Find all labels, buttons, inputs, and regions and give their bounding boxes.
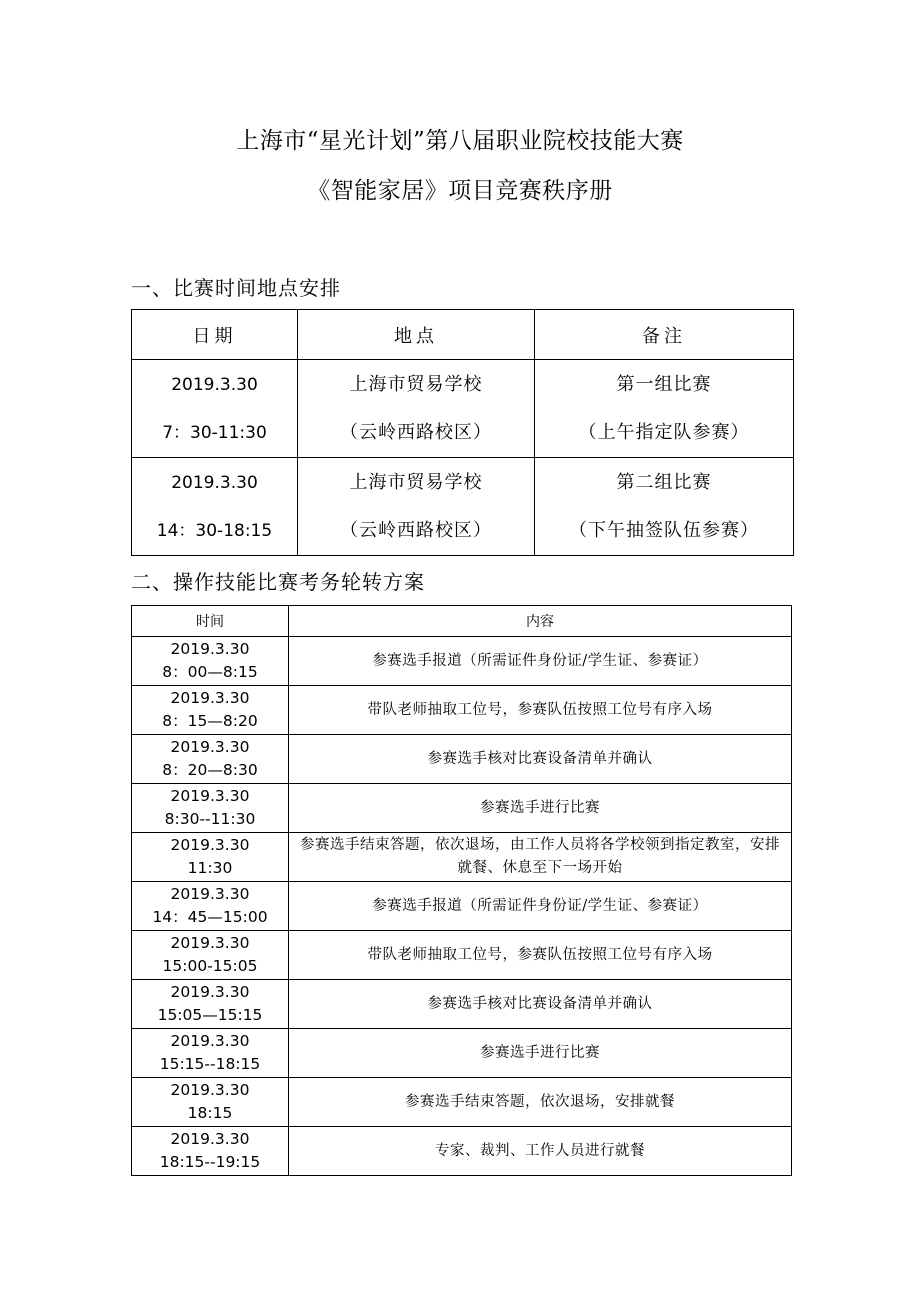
rotation-time-cell — [132, 1078, 289, 1127]
rotation-row — [132, 833, 792, 882]
rotation-time: 18:15--19:15 — [159, 1153, 261, 1171]
rotation-content: 参赛选手报道（所需证件身份证/学生证、参赛证） — [289, 637, 792, 686]
schedule-note: （上午指定队参赛） — [578, 421, 750, 443]
schedule-time: 7：30-11:30 — [162, 422, 267, 443]
rotation-time-cell — [132, 931, 289, 980]
rotation-time: 15:05—15:15 — [157, 1006, 263, 1024]
rotation-time-cell — [132, 686, 289, 735]
rotation-content: 参赛选手核对比赛设备清单并确认 — [289, 735, 792, 784]
rotation-time: 15:00-15:05 — [162, 957, 258, 975]
rotation-time-cell — [132, 735, 289, 784]
header-content: 内容 — [289, 606, 792, 637]
rotation-time: 14：45—15:00 — [152, 908, 268, 926]
rotation-row — [132, 686, 792, 735]
rotation-time: 18:15 — [187, 1104, 233, 1122]
rotation-time-cell — [132, 637, 289, 686]
rotation-content: 专家、裁判、工作人员进行就餐 — [289, 1127, 792, 1176]
rotation-date: 2019.3.30 — [170, 738, 250, 756]
schedule-place-cell — [298, 360, 535, 458]
schedule-group: 第二组比赛 — [616, 471, 712, 493]
rotation-row — [132, 1029, 792, 1078]
rotation-time-cell — [132, 784, 289, 833]
schedule-date-cell — [132, 458, 298, 556]
section2-heading: 二、操作技能比赛考务轮转方案 — [131, 570, 425, 594]
rotation-content: 带队老师抽取工位号，参赛队伍按照工位号有序入场 — [289, 931, 792, 980]
rotation-content: 带队老师抽取工位号，参赛队伍按照工位号有序入场 — [289, 686, 792, 735]
rotation-date: 2019.3.30 — [170, 1081, 250, 1099]
schedule-note: （下午抽签队伍参赛） — [569, 519, 759, 541]
schedule-place: 上海市贸易学校 — [349, 471, 483, 493]
header-date: 日期 — [132, 310, 298, 360]
rotation-time: 8：00—8:15 — [162, 663, 258, 681]
rotation-time: 8:30--11:30 — [164, 810, 256, 828]
rotation-time-cell — [132, 833, 289, 882]
schedule-place: 上海市贸易学校 — [349, 373, 483, 395]
rotation-row — [132, 1127, 792, 1176]
schedule-campus: （云岭西路校区） — [340, 421, 492, 443]
rotation-date: 2019.3.30 — [170, 934, 250, 952]
rotation-content: 参赛选手进行比赛 — [289, 1029, 792, 1078]
schedule-campus: （云岭西路校区） — [340, 519, 492, 541]
rotation-content: 参赛选手进行比赛 — [289, 784, 792, 833]
document-subtitle: 《智能家居》项目竞赛秩序册 — [307, 178, 613, 204]
rotation-content: 参赛选手报道（所需证件身份证/学生证、参赛证） — [289, 882, 792, 931]
rotation-body — [132, 637, 792, 1176]
rotation-row — [132, 931, 792, 980]
rotation-table — [131, 605, 792, 1176]
rotation-row — [132, 882, 792, 931]
rotation-date: 2019.3.30 — [170, 787, 250, 805]
header-note: 备注 — [535, 310, 794, 360]
header-time: 时间 — [132, 606, 289, 637]
rotation-row — [132, 1078, 792, 1127]
schedule-table — [131, 309, 794, 556]
schedule-row — [132, 360, 794, 458]
rotation-content: 参赛选手核对比赛设备清单并确认 — [289, 980, 792, 1029]
schedule-row — [132, 458, 794, 556]
schedule-note-cell — [535, 360, 794, 458]
rotation-time: 15:15--18:15 — [159, 1055, 261, 1073]
rotation-time: 11:30 — [187, 859, 233, 877]
rotation-content: 参赛选手结束答题，依次退场，由工作人员将各学校领到指定教室，安排就餐、休息至下一场开始 — [289, 833, 792, 882]
rotation-date: 2019.3.30 — [170, 640, 250, 658]
rotation-time: 8：20—8:30 — [162, 761, 258, 779]
document-title: 上海市“星光计划”第八届职业院校技能大赛 — [236, 128, 684, 154]
schedule-header-row — [132, 310, 794, 360]
schedule-date: 2019.3.30 — [171, 374, 258, 395]
section1-heading: 一、比赛时间地点安排 — [131, 276, 341, 300]
rotation-time-cell — [132, 980, 289, 1029]
rotation-time-cell — [132, 1029, 289, 1078]
schedule-time: 14：30-18:15 — [156, 520, 273, 541]
rotation-date: 2019.3.30 — [170, 983, 250, 1001]
rotation-content: 参赛选手结束答题，依次退场，安排就餐 — [289, 1078, 792, 1127]
rotation-time-cell — [132, 882, 289, 931]
rotation-time-cell — [132, 1127, 289, 1176]
rotation-row — [132, 637, 792, 686]
rotation-row — [132, 735, 792, 784]
schedule-date: 2019.3.30 — [171, 472, 258, 493]
rotation-time: 8：15—8:20 — [162, 712, 258, 730]
rotation-date: 2019.3.30 — [170, 689, 250, 707]
schedule-group: 第一组比赛 — [616, 373, 712, 395]
schedule-note-cell — [535, 458, 794, 556]
schedule-date-cell — [132, 360, 298, 458]
rotation-date: 2019.3.30 — [170, 1032, 250, 1050]
rotation-row — [132, 784, 792, 833]
rotation-date: 2019.3.30 — [170, 885, 250, 903]
rotation-header-row — [132, 606, 792, 637]
header-place: 地点 — [298, 310, 535, 360]
rotation-date: 2019.3.30 — [170, 836, 250, 854]
rotation-row — [132, 980, 792, 1029]
schedule-place-cell — [298, 458, 535, 556]
rotation-date: 2019.3.30 — [170, 1130, 250, 1148]
